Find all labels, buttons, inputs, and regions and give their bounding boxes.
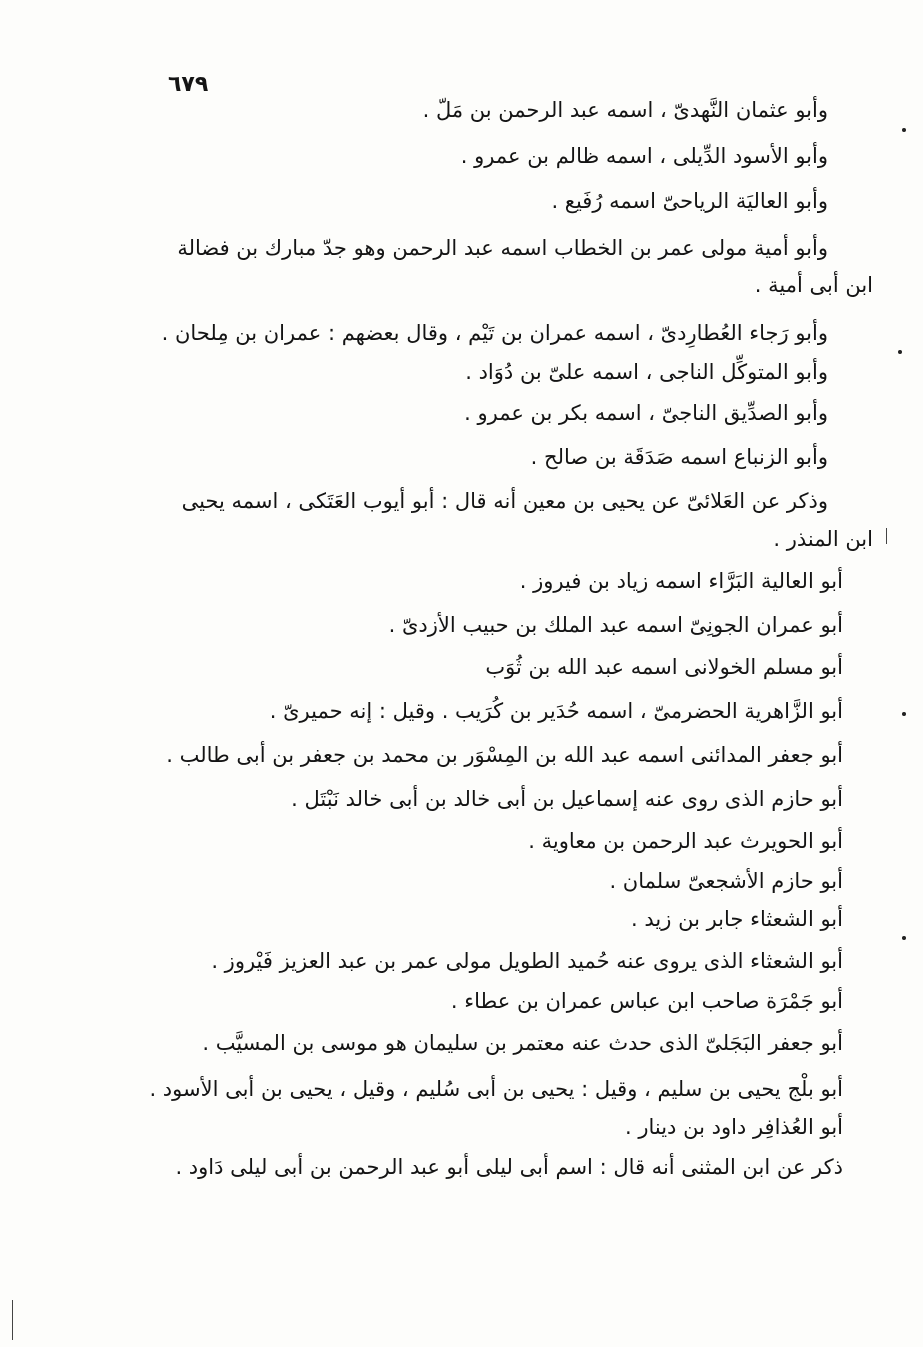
text-line: أبو حازم الأشجعىّ سلمان . xyxy=(609,869,843,893)
text-line: أبو العُذافِر داود بن دينار . xyxy=(624,1115,843,1139)
text-line: أبو الزَّاهرية الحضرمىّ ، اسمه حُدَير بن كُرَيب . وقيل : إنه حميرىّ . xyxy=(269,699,843,723)
text-line: أبو الحويرث عبد الرحمن بن معاوية . xyxy=(528,829,843,853)
text-line: ابن أبى أمية . xyxy=(754,273,873,297)
text-line: أبو العالية البَرَّاء اسمه زياد بن فيروز . xyxy=(519,569,843,593)
text-line: ابن المنذر . xyxy=(773,527,873,551)
text-line: وأبو الأسود الدِّيلى ، اسمه ظالم بن عمرو . xyxy=(460,144,828,168)
text-line: وأبو رَجاء العُطارِدىّ ، اسمه عمران بن تَيْم ، وقال بعضهم : عمران بن مِلحان . xyxy=(161,321,828,345)
text-line: وذكر عن العَلائىّ عن يحيى بن معين أنه قال : أبو أيوب العَتَكى ، اسمه يحيى xyxy=(181,489,828,513)
text-line: أبو عمران الجونِىّ اسمه عبد الملك بن حبيب الأزدىّ . xyxy=(388,613,843,637)
text-line: ذكر عن ابن المثنى أنه قال : اسم أبى ليلى أبو عبد الرحمن بن أبى ليلى دَاود . xyxy=(175,1155,843,1179)
text-line: أبو جعفر المدائنى اسمه عبد الله بن المِسْوَر بن محمد بن جعفر بن أبى طالب . xyxy=(166,743,843,767)
binding-edge-mark xyxy=(886,528,887,544)
text-line: وأبو عثمان النَّهدىّ ، اسمه عبد الرحمن بن مَلّ . xyxy=(422,98,828,122)
margin-speck xyxy=(902,712,906,716)
binding-edge-mark xyxy=(12,1300,13,1340)
text-line: أبو الشعثاء الذى يروى عنه حُميد الطويل مولى عمر بن عبد العزيز فَيْروز . xyxy=(211,949,843,973)
text-line: أبو جَمْرَة صاحب ابن عباس عمران بن عطاء . xyxy=(450,989,843,1013)
margin-speck xyxy=(902,128,906,132)
page-number: ٦٧٩ xyxy=(168,72,209,97)
text-line: وأبو المتوكِّل الناجى ، اسمه علىّ بن دُوَاد . xyxy=(465,360,828,384)
text-line: وأبو الصدِّيق الناجىّ ، اسمه بكر بن عمرو . xyxy=(464,401,828,425)
margin-speck xyxy=(902,936,906,940)
text-line: وأبو العاليَة الرياحىّ اسمه رُفَيع . xyxy=(551,189,828,213)
text-line: أبو جعفر البَجَلىّ الذى حدث عنه معتمر بن سليمان هو موسى بن المسيَّب . xyxy=(202,1031,843,1055)
margin-speck xyxy=(898,350,902,354)
text-line: أبو مسلم الخولانى اسمه عبد الله بن ثُوَب xyxy=(485,655,843,679)
text-line: أبو الشعثاء جابر بن زيد . xyxy=(631,907,843,931)
text-line: وأبو أمية مولى عمر بن الخطاب اسمه عبد الرحمن وهو جدّ مبارك بن فضالة xyxy=(177,236,828,260)
text-line: أبو بلْج يحيى بن سليم ، وقيل : يحيى بن أبى سُليم ، وقيل ، يحيى بن أبى الأسود . xyxy=(149,1077,843,1101)
text-line: أبو حازم الذى روى عنه إسماعيل بن أبى خالد بن أبى خالد نَبْتَل . xyxy=(291,787,843,811)
text-line: وأبو الزنباع اسمه صَدَقَة بن صالح . xyxy=(530,445,828,469)
